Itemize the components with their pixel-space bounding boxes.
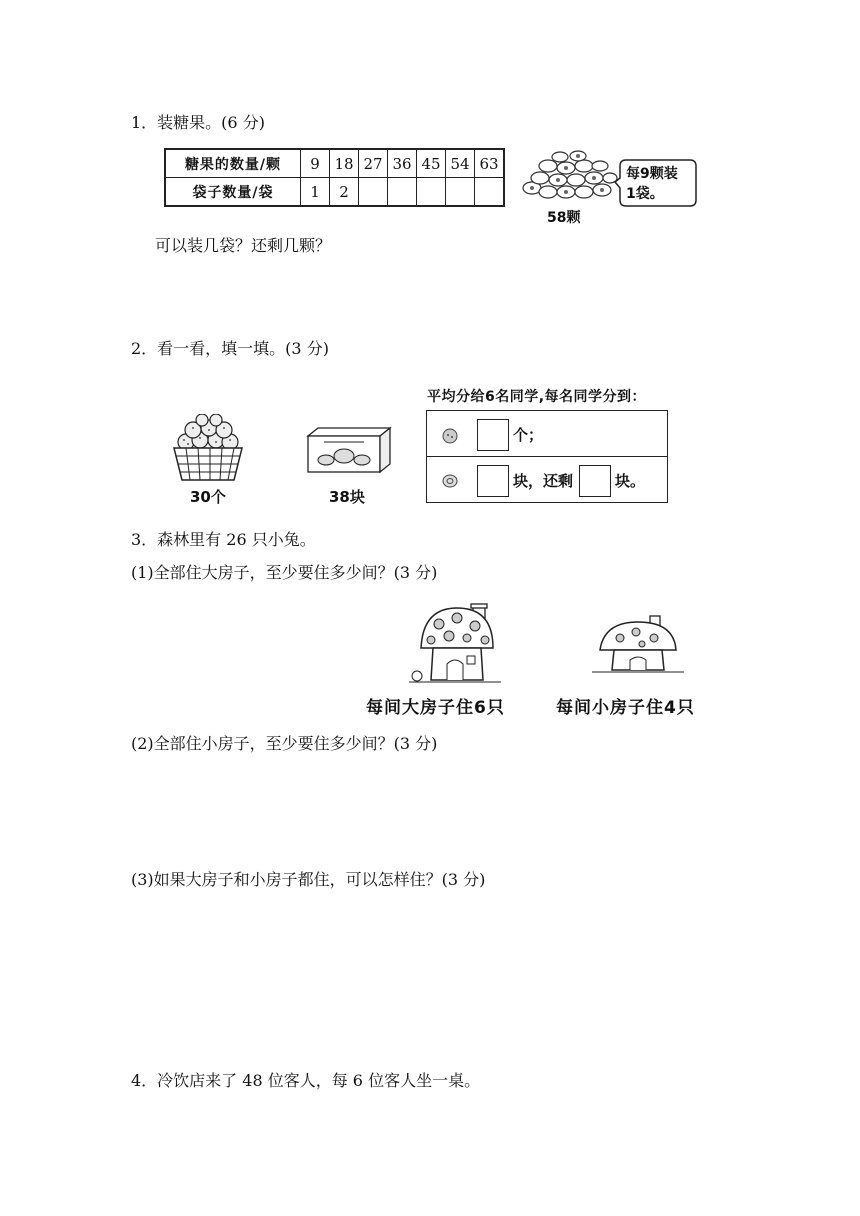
candy-count-label: 58颗 xyxy=(547,210,581,226)
table-cell xyxy=(475,178,505,207)
row-divider xyxy=(427,456,667,457)
small-house-icon xyxy=(590,612,686,674)
candy-pile-icon xyxy=(520,150,620,206)
q2-title: 2．看一看，填一填。(3 分) xyxy=(131,339,329,358)
share-row-cake xyxy=(427,461,667,500)
big-house-icon xyxy=(405,602,505,684)
big-house-label: 每间大房子住6只 xyxy=(366,698,505,718)
table-cell: 18 xyxy=(330,149,359,178)
table-cell xyxy=(388,178,417,207)
strawberry-icon xyxy=(441,426,459,444)
table-cell: 9 xyxy=(301,149,330,178)
row2-header: 袋子数量/袋 xyxy=(165,178,301,207)
unit-kuai-remain: 块，还剩 xyxy=(513,472,574,490)
table-cell: 45 xyxy=(417,149,446,178)
table-cell xyxy=(446,178,475,207)
q3-sub3: (3)如果大房子和小房子都住，可以怎样住？(3 分) xyxy=(131,870,486,889)
answer-blank-remain[interactable] xyxy=(579,465,611,497)
fruit-basket-icon xyxy=(170,414,246,484)
share-row-fruit xyxy=(427,415,667,454)
table-cell: 2 xyxy=(330,178,359,207)
table-row xyxy=(165,149,504,178)
table-cell: 63 xyxy=(475,149,505,178)
table-cell: 36 xyxy=(388,149,417,178)
table-cell: 1 xyxy=(301,178,330,207)
q1-question: 可以装几袋？还剩几颗？ xyxy=(155,236,332,255)
unit-kuai: 块。 xyxy=(615,472,646,490)
cake-box-icon xyxy=(304,426,394,476)
answer-blank-cake[interactable] xyxy=(477,465,509,497)
table-cell: 27 xyxy=(359,149,388,178)
bubble-line: 1袋。 xyxy=(626,186,664,202)
candy-table xyxy=(164,148,505,207)
share-title: 平均分给6名同学,每名同学分到： xyxy=(427,389,647,405)
table-cell xyxy=(417,178,446,207)
q3-title: 3．森林里有 26 只小兔。 xyxy=(131,530,316,549)
table-cell: 54 xyxy=(446,149,475,178)
share-answer-box xyxy=(426,410,668,503)
answer-blank-fruit[interactable] xyxy=(477,419,509,451)
table-cell xyxy=(359,178,388,207)
q3-sub2: (2)全部住小房子，至少要住多少间？(3 分) xyxy=(131,734,438,753)
row1-header: 糖果的数量/颗 xyxy=(165,149,301,178)
unit-ge: 个； xyxy=(513,426,544,444)
basket-label: 30个 xyxy=(190,488,226,506)
bubble-text xyxy=(626,164,678,204)
q1-title: 1．装糖果。(6 分) xyxy=(131,113,265,132)
mooncake-icon xyxy=(441,472,459,490)
bubble-line: 每9颗装 xyxy=(626,166,678,182)
q4-title: 4．冷饮店来了 48 位客人，每 6 位客人坐一桌。 xyxy=(131,1071,481,1090)
small-house-label: 每间小房子住4只 xyxy=(556,698,695,718)
box-label: 38块 xyxy=(329,488,365,506)
q3-sub1: (1)全部住大房子，至少要住多少间？(3 分) xyxy=(131,563,438,582)
table-row xyxy=(165,178,504,207)
